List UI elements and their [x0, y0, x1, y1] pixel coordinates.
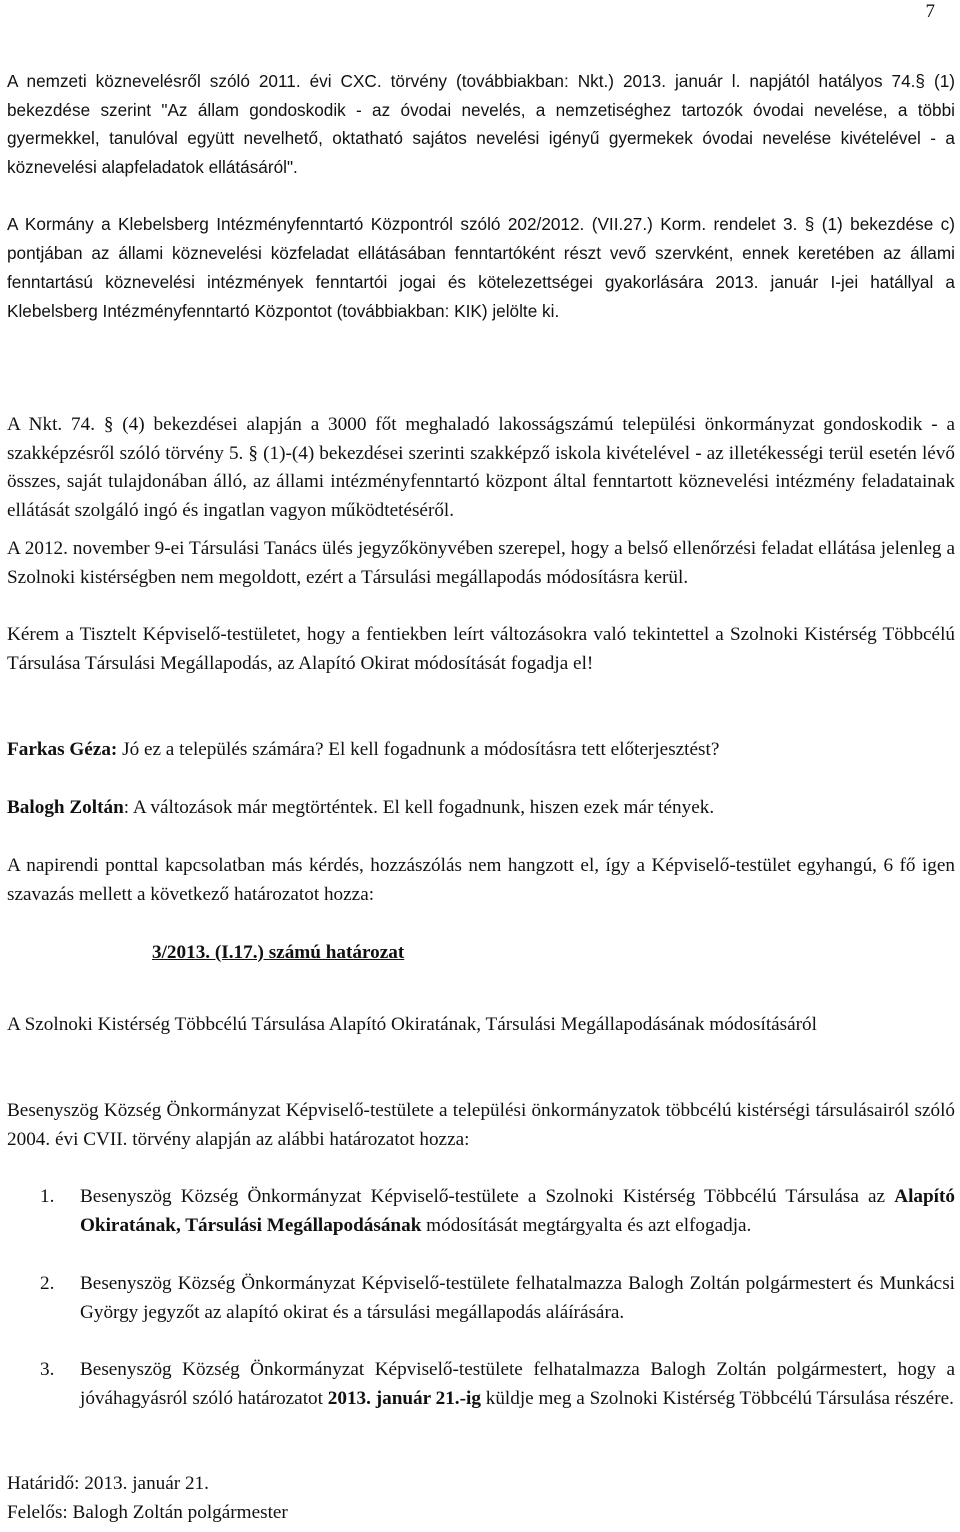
item-text: módosítását megtárgyalta és azt elfogadja.: [421, 1214, 752, 1236]
responsible: Felelős: Balogh Zoltán polgármester: [7, 1502, 288, 1523]
item-text: Besenyszög Község Önkormányzat Képviselő-testülete a Szolnoki Kistérség Többcélú Társulása az: [80, 1186, 895, 1207]
item-number: 3.: [40, 1359, 55, 1380]
responsible-line: [7, 1499, 955, 1528]
item-number: 1.: [40, 1186, 55, 1207]
item-text: küldje meg a Szolnoki Kistérség Többcélú Társulása részére.: [480, 1387, 954, 1409]
speaker-balogh: [7, 794, 955, 823]
paragraph-tarsulasi-tanacs: [7, 535, 955, 592]
item-text-bold: 2013. január 21.-ig: [327, 1387, 481, 1409]
resolution-intro: [7, 1097, 955, 1154]
resolution-subject: [7, 1011, 955, 1040]
resolution-item-3: [40, 1356, 955, 1413]
deadline-line: [7, 1470, 955, 1499]
paragraph-text: A Nkt. 74. § (4) bekezdései alapján a 3000 főt meghaladó lakosságszámú települési önkormányzat gondoskodik - a szakképzésről szóló törvény 5. § (1)-(4) bekezdései szerinti szakképző iskola kivételével - az illetékességi terül esetén lévő összes, saját tulajdonában álló, az állami intézményfenntartó központ által fenntartott köznevelési intézmény feladatainak ellátását szolgáló ingó és ingatlan vagyon működtetéséről.: [7, 414, 955, 521]
paragraph-nkt: [7, 67, 955, 181]
paragraph-kormany: [7, 210, 955, 326]
deadline: Határidő: 2013. január 21.: [7, 1473, 209, 1494]
paragraph-text: A 2012. november 9-ei Társulási Tanács ülés jegyzőkönyvében szerepel, hogy a belső ellenőrzési feladat ellátása jelenleg a Szolnoki kistérségben nem megoldott, ezért a Társulási megállapodás módosításra kerül.: [7, 538, 955, 588]
page-number: 7: [925, 1, 935, 22]
speaker-text: : A változások már megtörténtek. El kell fogadnunk, hiszen ezek már tények.: [123, 797, 715, 818]
item-text-bold: Alapító Okiratának, Társulási Megállapodásának: [80, 1186, 955, 1236]
paragraph-kerem: [7, 621, 955, 678]
speaker-text: Jó ez a település számára? El kell fogadnunk a módosításra tett előterjesztést?: [117, 739, 720, 760]
item-text: Besenyszög Község Önkormányzat Képviselő-testülete felhatalmazza Balogh Zoltán polgármestert, hogy a jóváhagyásról szóló határozatot: [80, 1359, 955, 1409]
paragraph-text: Besenyszög Község Önkormányzat Képviselő-testülete a települési önkormányzatok többcélú kistérségi társulásairól szóló 2004. évi CVII. törvény alapján az alábbi határozatot hozza:: [7, 1100, 955, 1150]
resolution-title: 3/2013. (I.17.) számú határozat: [152, 942, 405, 963]
paragraph-napirend: [7, 852, 955, 909]
speaker-name: Balogh Zoltán: [7, 797, 124, 818]
document-page: [7, 0, 955, 1532]
paragraph-text: A napirendi ponttal kapcsolatban más kérdés, hozzászólás nem hangzott el, így a Képviselő-testület egyhangú, 6 fő igen szavazás mellett a következő határozatot hozza:: [7, 855, 955, 905]
paragraph-nkt-74: [7, 411, 955, 525]
speaker-name: Farkas Géza:: [7, 739, 118, 760]
paragraph-text: A nemzeti köznevelésről szóló 2011. évi CXC. törvény (továbbiakban: Nkt.) 2013. január l. napjától hatályos 74.§ (1) bekezdése szerint "Az állam gondoskodik - az óvodai nevelés, a nemzetiséghez tartozók óvodai nevelése, a többi gyermekkel, tanulóval együtt nevelhető, oktatható sajátos nevelési igényű gyermekek óvodai nevelése kivételével - a köznevelési alapfeladatok ellátásáról".: [7, 71, 955, 177]
resolution-item-1: [40, 1183, 955, 1240]
paragraph-text: A Szolnoki Kistérség Többcélú Társulása Alapító Okiratának, Társulási Megállapodásának módosításáról: [7, 1014, 817, 1035]
paragraph-text: A Kormány a Klebelsberg Intézményfenntartó Központról szóló 202/2012. (VII.27.) Korm. rendelet 3. § (1) bekezdése c) pontjában az állami köznevelési közfeladat ellátásában fenntartóként részt vevő szervként, ennek keretében az állami fenntartású köznevelési intézmények fenntartói jogai és kötelezettségei gyakorlására 2013. január I-jei hatállyal a Klebelsberg Intézményfenntartó Központot (továbbiakban: KIK) jelölte ki.: [7, 214, 955, 321]
item-text: Besenyszög Község Önkormányzat Képviselő-testülete felhatalmazza Balogh Zoltán polgármestert és Munkácsi György jegyzőt az alapító okirat és a társulási megállapodás aláírására.: [80, 1273, 955, 1323]
resolution-item-2: [40, 1270, 955, 1327]
paragraph-text: Kérem a Tisztelt Képviselő-testületet, hogy a fentiekben leírt változásokra való tekintettel a Szolnoki Kistérség Többcélú Társulása Társulási Megállapodás, az Alapító Okirat módosítását fogadja el!: [7, 624, 955, 674]
item-number: 2.: [40, 1273, 55, 1294]
speaker-farkas: [7, 736, 955, 765]
